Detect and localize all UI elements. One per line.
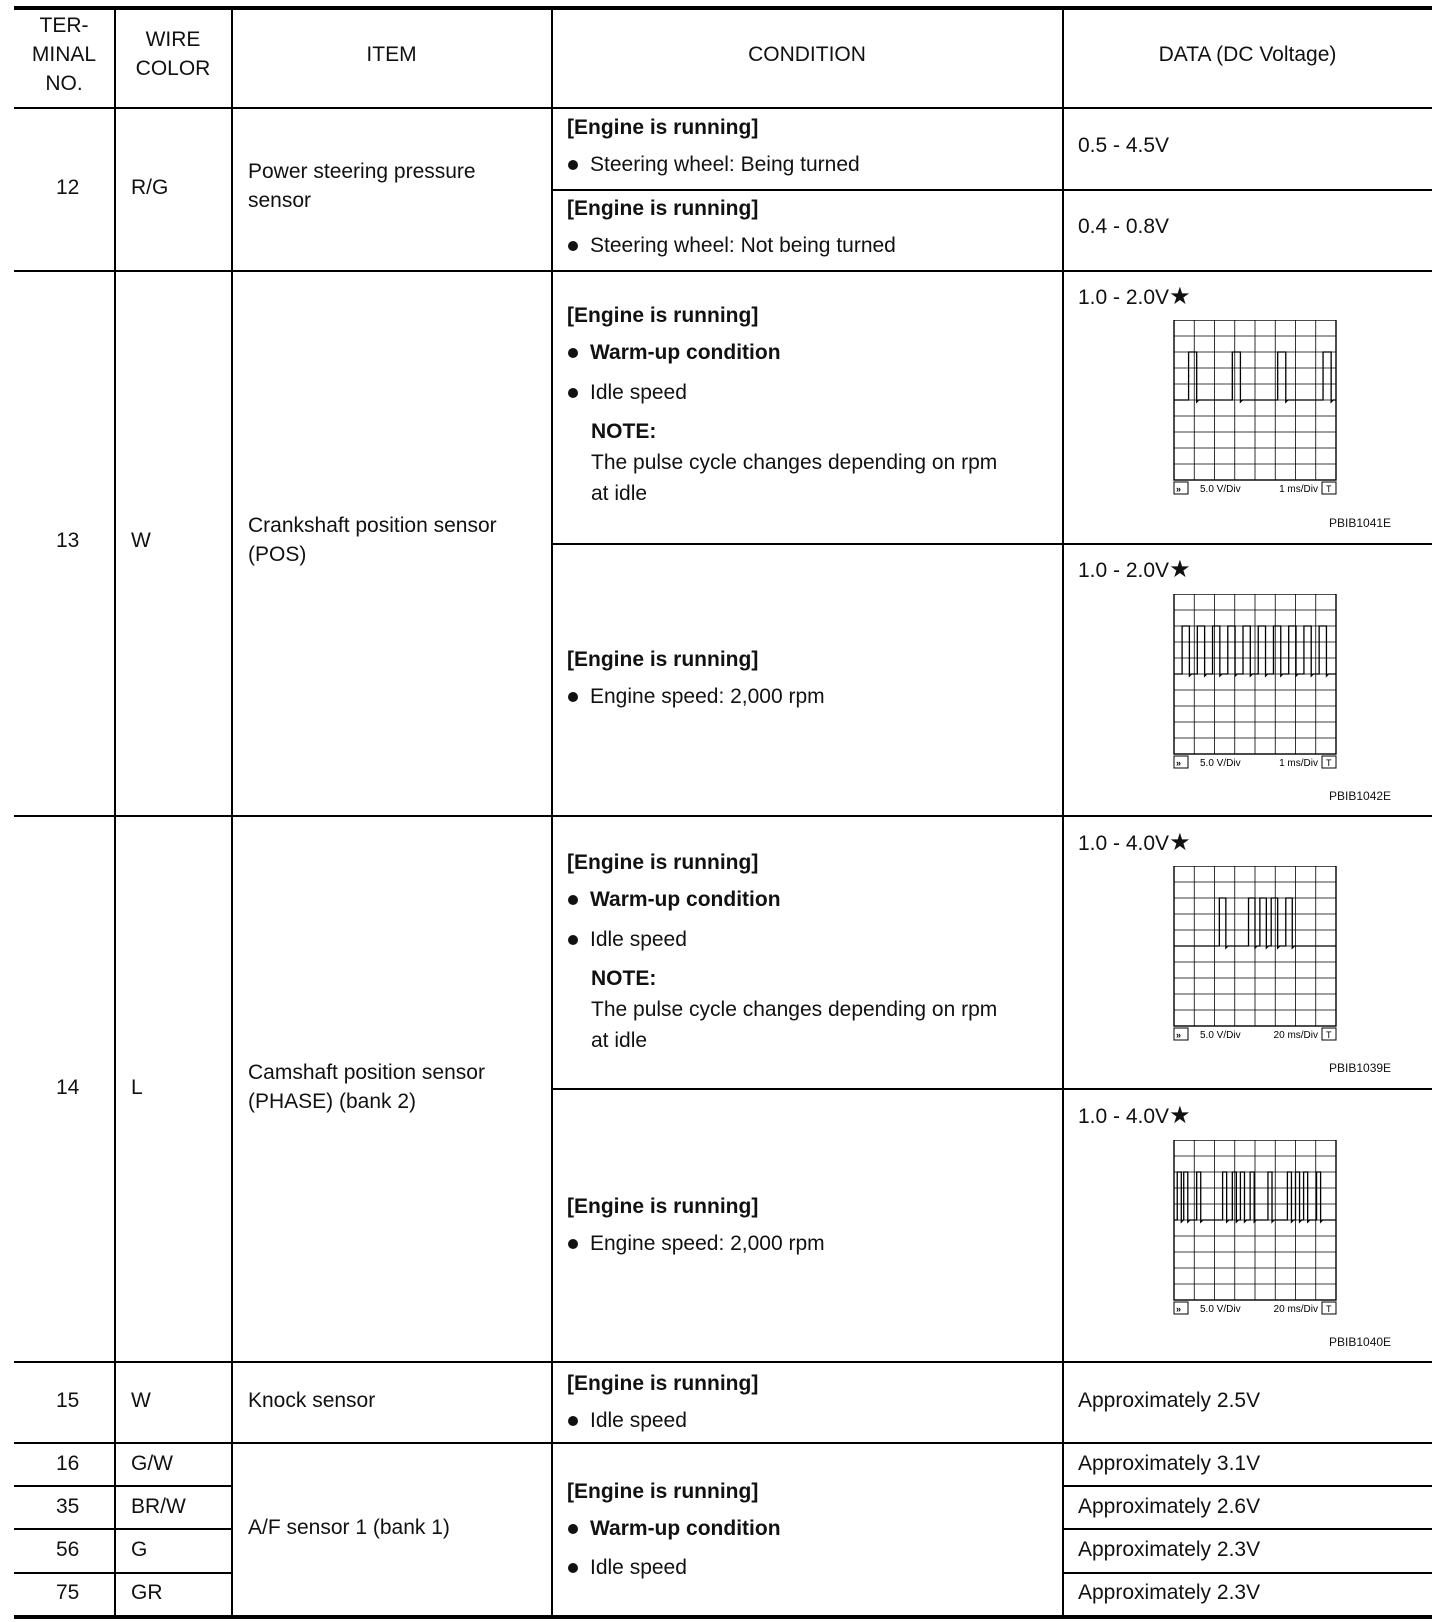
af-row-56-wire: G [131,1538,148,1561]
af-row1-rule [14,1485,232,1487]
row13-note-line1: The pulse cycle changes depending on rpm [591,451,998,474]
row13-cond-b-text: Engine speed: 2,000 rpm [590,685,825,708]
row15-item: Knock sensor [248,1389,376,1412]
row13-item-line1: Crankshaft position sensor [248,514,497,537]
row14-cond-b-title: [Engine is running] [567,1195,759,1218]
row15-cond-title: [Engine is running] [567,1372,759,1395]
row13-data-a [1078,283,1191,312]
af-row-16-wire: G/W [131,1452,173,1475]
fast-forward-icon: » [1176,758,1182,768]
row14-terminal: 14 [56,1076,80,1099]
row13-cond-a-title: [Engine is running] [567,304,759,327]
oscilloscope-waveform [1170,594,1339,777]
row14-note-line1: The pulse cycle changes depending on rpm [591,998,998,1021]
bullet-icon [568,692,578,702]
row15-data: Approximately 2.5V [1078,1389,1261,1412]
scope-volt-div: 5.0 V/Div [1200,1304,1241,1315]
row14-scope-a-code: PBIB1039E [1329,1061,1392,1075]
af-row-75-terminal: 75 [56,1581,80,1604]
row14-warmup-text: Warm-up condition [590,888,781,911]
row12-bottom-rule [14,270,1432,272]
af-row-35-wire: BR/W [131,1495,186,1518]
scope-t-label: T [1326,1304,1332,1314]
bullet-icon [568,1239,578,1249]
row15-idle-text: Idle speed [590,1409,687,1432]
row14-data-a-value: 1.0 - 4.0V [1078,832,1170,855]
scope-volt-div: 5.0 V/Div [1200,484,1241,495]
row13-note-label: NOTE: [591,420,657,443]
af-row-35-terminal: 35 [56,1495,80,1518]
bullet-icon [568,1524,578,1534]
col-rule-4 [1062,10,1064,1615]
af-idle-text: Idle speed [590,1556,687,1579]
oscilloscope-waveform [1170,320,1339,503]
row14-data-b-value: 1.0 - 4.0V [1078,1105,1170,1128]
bullet-icon [568,160,578,170]
af-row-35-data: Approximately 2.6V [1078,1495,1261,1518]
bullet-icon [568,241,578,251]
col-rule-3 [551,10,553,1615]
star-icon: ★ [1169,556,1191,583]
row12-data-a: 0.5 - 4.5V [1078,134,1170,157]
row12-cond-a-text: Steering wheel: Being turned [590,153,860,176]
row14-note-line2: at idle [591,1029,648,1052]
scope-t-label: T [1326,484,1332,494]
row13-split-rule [551,543,1432,545]
scope-t-label: T [1326,758,1332,768]
af-row-75-data: Approximately 2.3V [1078,1581,1261,1604]
row13-data-b [1078,556,1191,585]
row14-note-label: NOTE: [591,967,657,990]
af-item: A/F sensor 1 (bank 1) [248,1516,450,1539]
fast-forward-icon: » [1176,484,1182,494]
row13-cond-b-bullet [568,683,825,711]
af-row-16-data: Approximately 3.1V [1078,1452,1261,1475]
oscilloscope-waveform [1170,1140,1339,1323]
star-icon: ★ [1169,829,1191,856]
row14-scope-b-code: PBIB1040E [1329,1335,1392,1349]
col-rule-2 [231,10,233,1615]
scope-time-div: 20 ms/Div [1273,1030,1318,1041]
bullet-icon [568,348,578,358]
header-data: DATA (DC Voltage) [1158,43,1337,66]
row13-cond-a-bullet-warmup [568,339,781,367]
scope-volt-div: 5.0 V/Div [1200,758,1241,769]
row12-split-rule [551,189,1432,191]
row13-scope-b-code: PBIB1042E [1329,789,1392,803]
af-cond-bullet-warmup [568,1515,781,1543]
col-rule-1 [114,10,116,1615]
af-row-75-wire: GR [131,1581,163,1604]
row14-cond-b-bullet [568,1230,825,1258]
row13-item-line2: (POS) [248,543,307,566]
table-bottom-rule [14,1615,1432,1619]
af-row2-rule [14,1528,232,1530]
fast-forward-icon: » [1176,1030,1182,1040]
row12-item-line1: Power steering pressure [248,160,476,183]
af-cond-bullet-idle [568,1554,687,1582]
af-row3-data-rule [1062,1572,1432,1574]
row15-cond-bullet [568,1407,687,1435]
scope-time-div: 1 ms/Div [1279,758,1318,769]
row12-cond-b-title: [Engine is running] [567,197,759,220]
star-icon: ★ [1169,1102,1191,1129]
row14-cond-a-bullet-idle [568,926,687,954]
header-wire-line2: COLOR [135,57,211,80]
header-terminal-line1: TER- [39,14,89,37]
fast-forward-icon: » [1176,1304,1182,1314]
row13-terminal: 13 [56,529,80,552]
row15-wire: W [131,1389,151,1412]
header-terminal-line3: NO. [45,72,83,95]
af-cond-title: [Engine is running] [567,1480,759,1503]
row14-cond-a-title: [Engine is running] [567,851,759,874]
row13-wire: W [131,529,151,552]
scope-time-div: 1 ms/Div [1279,484,1318,495]
row13-cond-b-title: [Engine is running] [567,648,759,671]
bullet-icon [568,895,578,905]
row13-cond-a-bullet-idle [568,379,687,407]
header-condition: CONDITION [748,43,866,66]
row14-item-line2: (PHASE) (bank 2) [248,1090,417,1113]
row14-cond-b-text: Engine speed: 2,000 rpm [590,1232,825,1255]
row12-item-line2: sensor [248,189,312,212]
header-bottom-rule [14,107,1432,109]
bullet-icon [568,1416,578,1426]
row14-item-line1: Camshaft position sensor [248,1061,485,1084]
row12-wire: R/G [131,176,169,199]
row15-bottom-rule [14,1442,1432,1444]
af-row-56-data: Approximately 2.3V [1078,1538,1261,1561]
af-row-16-terminal: 16 [56,1452,80,1475]
star-icon: ★ [1169,283,1191,310]
row13-bottom-rule [14,815,1432,817]
row13-note-line2: at idle [591,482,648,505]
header-wire-line1: WIRE [145,28,201,51]
row12-cond-a-bullet [568,151,860,179]
af-row-56-terminal: 56 [56,1538,80,1561]
oscilloscope-waveform [1170,866,1339,1049]
row13-data-b-value: 1.0 - 2.0V [1078,559,1170,582]
header-terminal-line2: MINAL [31,43,97,66]
row14-data-a [1078,829,1191,858]
row14-cond-a-bullet-warmup [568,886,781,914]
bullet-icon [568,1563,578,1573]
row14-idle-text: Idle speed [590,928,687,951]
row15-terminal: 15 [56,1389,80,1412]
row13-data-a-value: 1.0 - 2.0V [1078,286,1170,309]
af-warmup-text: Warm-up condition [590,1517,781,1540]
row13-idle-text: Idle speed [590,381,687,404]
bullet-icon [568,388,578,398]
row13-scope-a-code: PBIB1041E [1329,516,1392,530]
row13-warmup-text: Warm-up condition [590,341,781,364]
af-row3-rule [14,1572,232,1574]
bullet-icon [568,935,578,945]
row12-cond-a-title: [Engine is running] [567,116,759,139]
scope-time-div: 20 ms/Div [1273,1304,1318,1315]
af-row2-data-rule [1062,1528,1432,1530]
row12-data-b: 0.4 - 0.8V [1078,215,1170,238]
af-row1-data-rule [1062,1485,1432,1487]
scope-t-label: T [1326,1030,1332,1040]
row12-cond-b-text: Steering wheel: Not being turned [590,234,896,257]
row14-wire: L [131,1076,143,1099]
row14-data-b [1078,1102,1191,1131]
table-top-rule [14,6,1432,10]
row12-cond-b-bullet [568,232,896,260]
row12-terminal: 12 [56,176,80,199]
row14-split-rule [551,1088,1432,1090]
scope-volt-div: 5.0 V/Div [1200,1030,1241,1041]
header-item: ITEM [366,43,417,66]
row14-bottom-rule [14,1361,1432,1363]
